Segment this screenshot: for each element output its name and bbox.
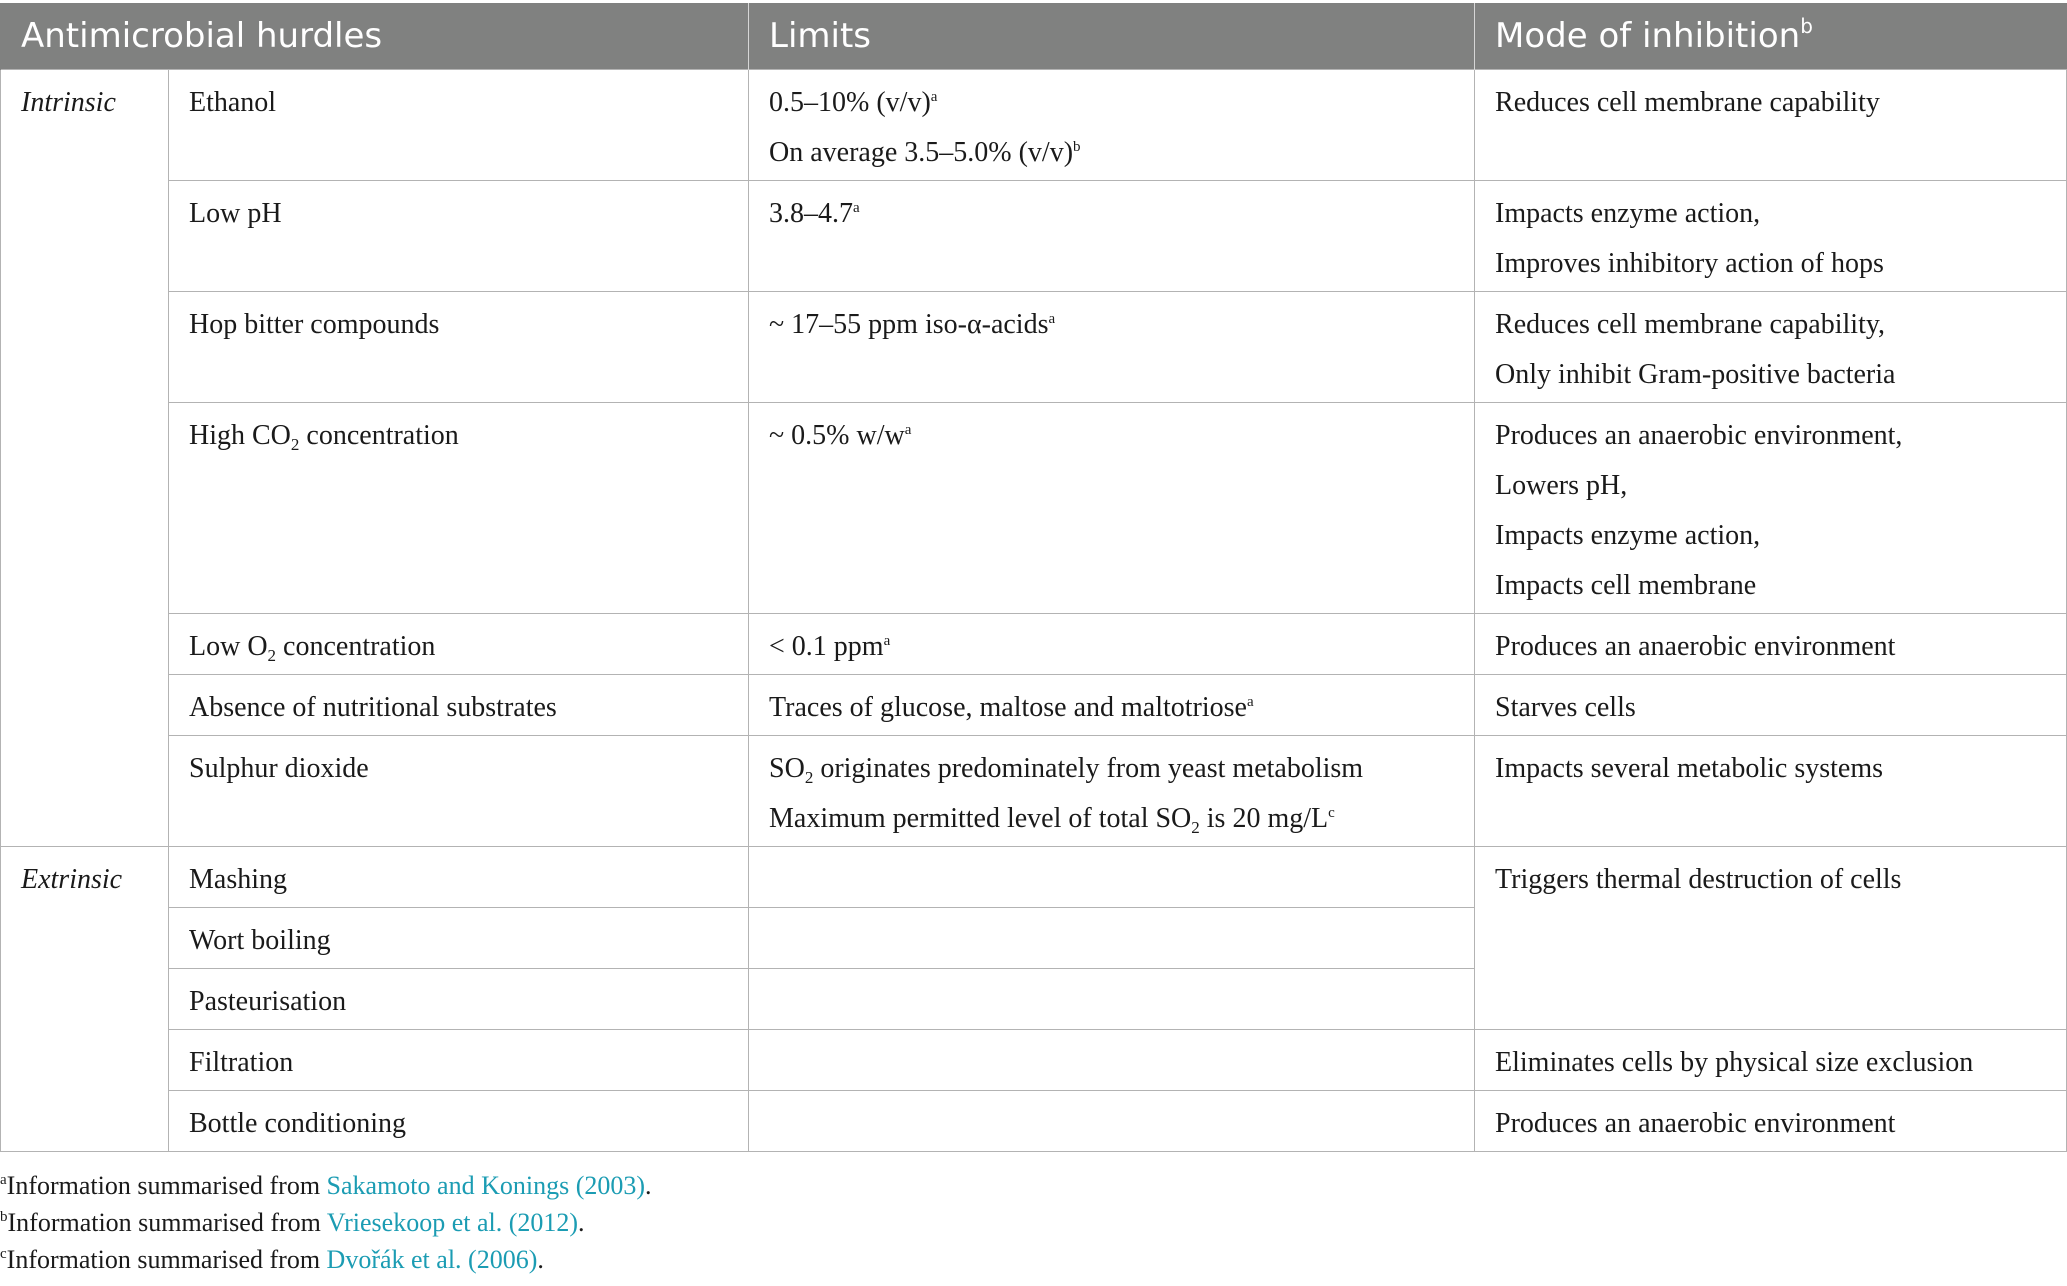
limit-cell: < 0.1 ppm$^a$	[749, 614, 1475, 675]
mode-cell: Produces an anaerobic environment	[1475, 614, 2067, 675]
group-extrinsic: Extrinsic	[1, 847, 169, 1152]
antimicrobial-hurdles-table	[0, 3, 2067, 1152]
limit-cell	[749, 1091, 1475, 1152]
hurdle-name: High $CO_2$ concentration	[169, 403, 749, 614]
reference-link[interactable]: Dvořák et al. (2006)	[326, 1245, 538, 1274]
hurdle-name: Absence of nutritional substrates	[169, 675, 749, 736]
limit-cell: ~ 17–55 ppm iso-α-acids$^a$	[749, 292, 1475, 403]
header-limits: Limits	[749, 3, 1475, 70]
table-row	[1, 181, 2067, 292]
table-row	[1, 70, 2067, 181]
mode-cell: Triggers thermal destruction of cells	[1475, 847, 2067, 1030]
hurdle-name: Low pH	[169, 181, 749, 292]
table-row	[1, 614, 2067, 675]
limit-cell	[749, 847, 1475, 908]
mode-cell: Reduces cell membrane capability, Only inhibit Gram-positive bacteria	[1475, 292, 2067, 403]
reference-link[interactable]: Sakamoto and Konings (2003)	[326, 1171, 646, 1200]
limit-cell: 0.5–10% $(v/v)^a$ On average 3.5–5.0% $(v/v)^b$	[749, 70, 1475, 181]
hurdle-name: Hop bitter compounds	[169, 292, 749, 403]
hurdle-name: Ethanol	[169, 70, 749, 181]
header-hurdles: Antimicrobial hurdles	[1, 3, 749, 70]
hurdle-name: Sulphur dioxide	[169, 736, 749, 847]
limit-cell	[749, 969, 1475, 1030]
reference-link[interactable]: Vriesekoop et al. (2012)	[326, 1208, 579, 1237]
limit-cell	[749, 1030, 1475, 1091]
mode-cell: Impacts enzyme action, Improves inhibitory action of hops	[1475, 181, 2067, 292]
mode-cell: Reduces cell membrane capability	[1475, 70, 2067, 181]
hurdle-name: Bottle conditioning	[169, 1091, 749, 1152]
table-row	[1, 847, 2067, 908]
hurdle-name: Filtration	[169, 1030, 749, 1091]
table-row	[1, 1091, 2067, 1152]
table-row	[1, 292, 2067, 403]
header-mode: Mode of inhibition$^b$	[1475, 3, 2067, 70]
group-intrinsic: Intrinsic	[1, 70, 169, 847]
hurdle-name: Pasteurisation	[169, 969, 749, 1030]
limit-cell: $SO_2$ originates predominately from yeast metabolism Maximum permitted level of total $SO_2$ is 20 $mg/L^c$	[749, 736, 1475, 847]
limit-cell: 3.8–4.7$^a$	[749, 181, 1475, 292]
mode-cell: Eliminates cells by physical size exclusion	[1475, 1030, 2067, 1091]
hurdle-name: Low $O_2$ concentration	[169, 614, 749, 675]
mode-cell: Impacts several metabolic systems	[1475, 736, 2067, 847]
table-header-row	[1, 3, 2067, 70]
footnote: $^a$Information summarised from Sakamoto and Konings (2003).	[0, 1171, 652, 1200]
mode-cell: Starves cells	[1475, 675, 2067, 736]
table-row	[1, 403, 2067, 614]
limit-cell: ~ 0.5% $w/w^a$	[749, 403, 1475, 614]
footnote: $^c$Information summarised from Dvořák et al. (2006).	[0, 1245, 544, 1274]
limit-cell	[749, 908, 1475, 969]
hurdle-name: Wort boiling	[169, 908, 749, 969]
mode-cell: Produces an anaerobic environment, Lowers pH, Impacts enzyme action, Impacts cell membrane	[1475, 403, 2067, 614]
table-row	[1, 675, 2067, 736]
limit-cell: Traces of glucose, maltose and maltotriose$^a$	[749, 675, 1475, 736]
footnote: $^b$Information summarised from Vriesekoop et al. (2012).	[0, 1208, 585, 1237]
table-row	[1, 736, 2067, 847]
footnotes	[0, 1167, 652, 1278]
table-row	[1, 1030, 2067, 1091]
hurdle-name: Mashing	[169, 847, 749, 908]
mode-cell: Produces an anaerobic environment	[1475, 1091, 2067, 1152]
